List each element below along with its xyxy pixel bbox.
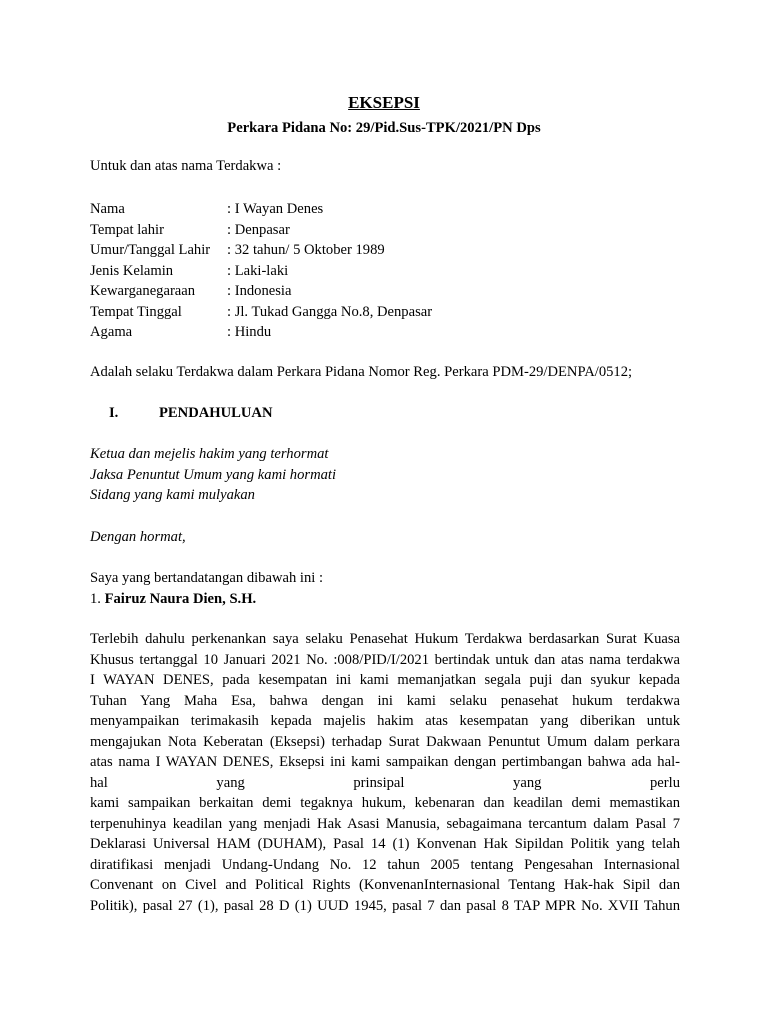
identity-label: Jenis Kelamin (90, 262, 174, 279)
document-title: EKSEPSI (348, 93, 420, 112)
body-paragraph (90, 629, 680, 916)
paragraph-line: I WAYAN DENES, pada kesempatan ini kami memanjatkan segala puji dan syukur kepada (90, 672, 680, 688)
identity-value: : Jl. Tukad Gangga No.8, Denpasar (227, 303, 433, 320)
identity-label: Tempat lahir (90, 221, 164, 238)
identity-row (90, 240, 680, 261)
paragraph-line: atas nama I WAYAN DENES, Eksepsi ini kami sampaikan dengan pertimbangan bahwa ada hal- (90, 754, 680, 770)
paragraph-line: mengajukan Nota Keberatan (Eksepsi) terhadap Surat Dakwaan Penuntut Umum dalam perkara (90, 733, 680, 750)
identity-value: : Indonesia (227, 283, 292, 299)
identity-value: : I Wayan Denes (227, 201, 324, 217)
identity-row (90, 322, 680, 343)
paragraph-line: Terlebih dahulu perkenankan saya selaku Penasehat Hukum Terdakwa berdasarkan Surat Kuasa (90, 631, 680, 647)
intro-line: Untuk dan atas nama Terdakwa : (90, 158, 282, 174)
section-title: PENDAHULUAN (159, 405, 273, 421)
salutations (90, 444, 680, 506)
paragraph-line: Politik), pasal 27 (1), pasal 28 D (1) UUD 1945, pasal 7 dan pasal 8 TAP MPR No. XVII Tahun (90, 897, 680, 914)
paragraph-line: hal yang prinsipal yang perlu (90, 774, 680, 791)
salutation-line: Jaksa Penuntut Umum yang kami hormati (90, 466, 337, 483)
case-statement: Adalah selaku Terdakwa dalam Perkara Pidana Nomor Reg. Perkara PDM-29/DENPA/0512; (90, 364, 633, 380)
greeting: Dengan hormat, (90, 529, 186, 545)
identity-label: Agama (90, 324, 133, 340)
signatory-number: 1. (90, 590, 105, 607)
identity-label: Nama (90, 201, 125, 217)
paragraph-line: Deklarasi Universal HAM (DUHAM), Pasal 14 (1) Konvenan Hak Sipildan Politik yang telah (90, 836, 680, 852)
defendant-identity (90, 199, 680, 343)
identity-row (90, 261, 680, 282)
signatory-intro: Saya yang bertandatangan dibawah ini : (90, 570, 324, 586)
paragraph-line: diratifikasi menjadi Undang-Undang No. 12 tahun 2005 tentang Pengesahan Internasional (90, 856, 680, 873)
paragraph-line: Convenant on Civel and Political Rights (KonvenanInternasional Tentang Hak-hak Sipil dan (90, 877, 680, 893)
identity-label: Tempat Tinggal (90, 303, 182, 320)
identity-value: : 32 tahun/ 5 Oktober 1989 (227, 242, 385, 258)
signatory-line (90, 589, 680, 610)
identity-row (90, 220, 680, 241)
paragraph-line: terpenuhinya keadilan yang menjadi Hak Asasi Manusia, sebagaimana tercantum dalam Pasal 7 (90, 815, 680, 832)
identity-label: Umur/Tanggal Lahir (90, 242, 211, 258)
identity-row (90, 302, 680, 323)
section-heading (109, 403, 273, 424)
identity-label: Kewarganegaraan (90, 283, 196, 299)
identity-row (90, 281, 680, 302)
identity-value: : Hindu (227, 324, 272, 340)
case-number: Perkara Pidana No: 29/Pid.Sus-TPK/2021/PN Dps (227, 120, 541, 136)
paragraph-line: Khusus tertanggal 10 Januari 2021 No. :008/PID/I/2021 bertindak untuk dan atas nama terdakwa (90, 651, 680, 668)
salutation-line: Sidang yang kami mulyakan (90, 487, 255, 503)
identity-row (90, 199, 680, 220)
section-number: I. (109, 405, 119, 421)
identity-value: : Laki-laki (227, 262, 289, 279)
identity-value: : Denpasar (227, 221, 290, 238)
salutation-line: Ketua dan mejelis hakim yang terhormat (90, 446, 329, 462)
paragraph-line: Tuhan Yang Maha Esa, bahwa dengan ini kami selaku penasehat hukum terdakwa (90, 692, 680, 709)
paragraph-line: menyampaikan terimakasih kepada majelis hakim atas kesempatan yang diberikan untuk (90, 713, 680, 729)
signatory (90, 568, 680, 609)
paragraph-line: kami sampaikan berkaitan demi tegaknya hukum, kebenaran dan keadilan demi memastikan (90, 795, 680, 811)
signatory-name: Fairuz Naura Dien, S.H. (104, 590, 257, 607)
